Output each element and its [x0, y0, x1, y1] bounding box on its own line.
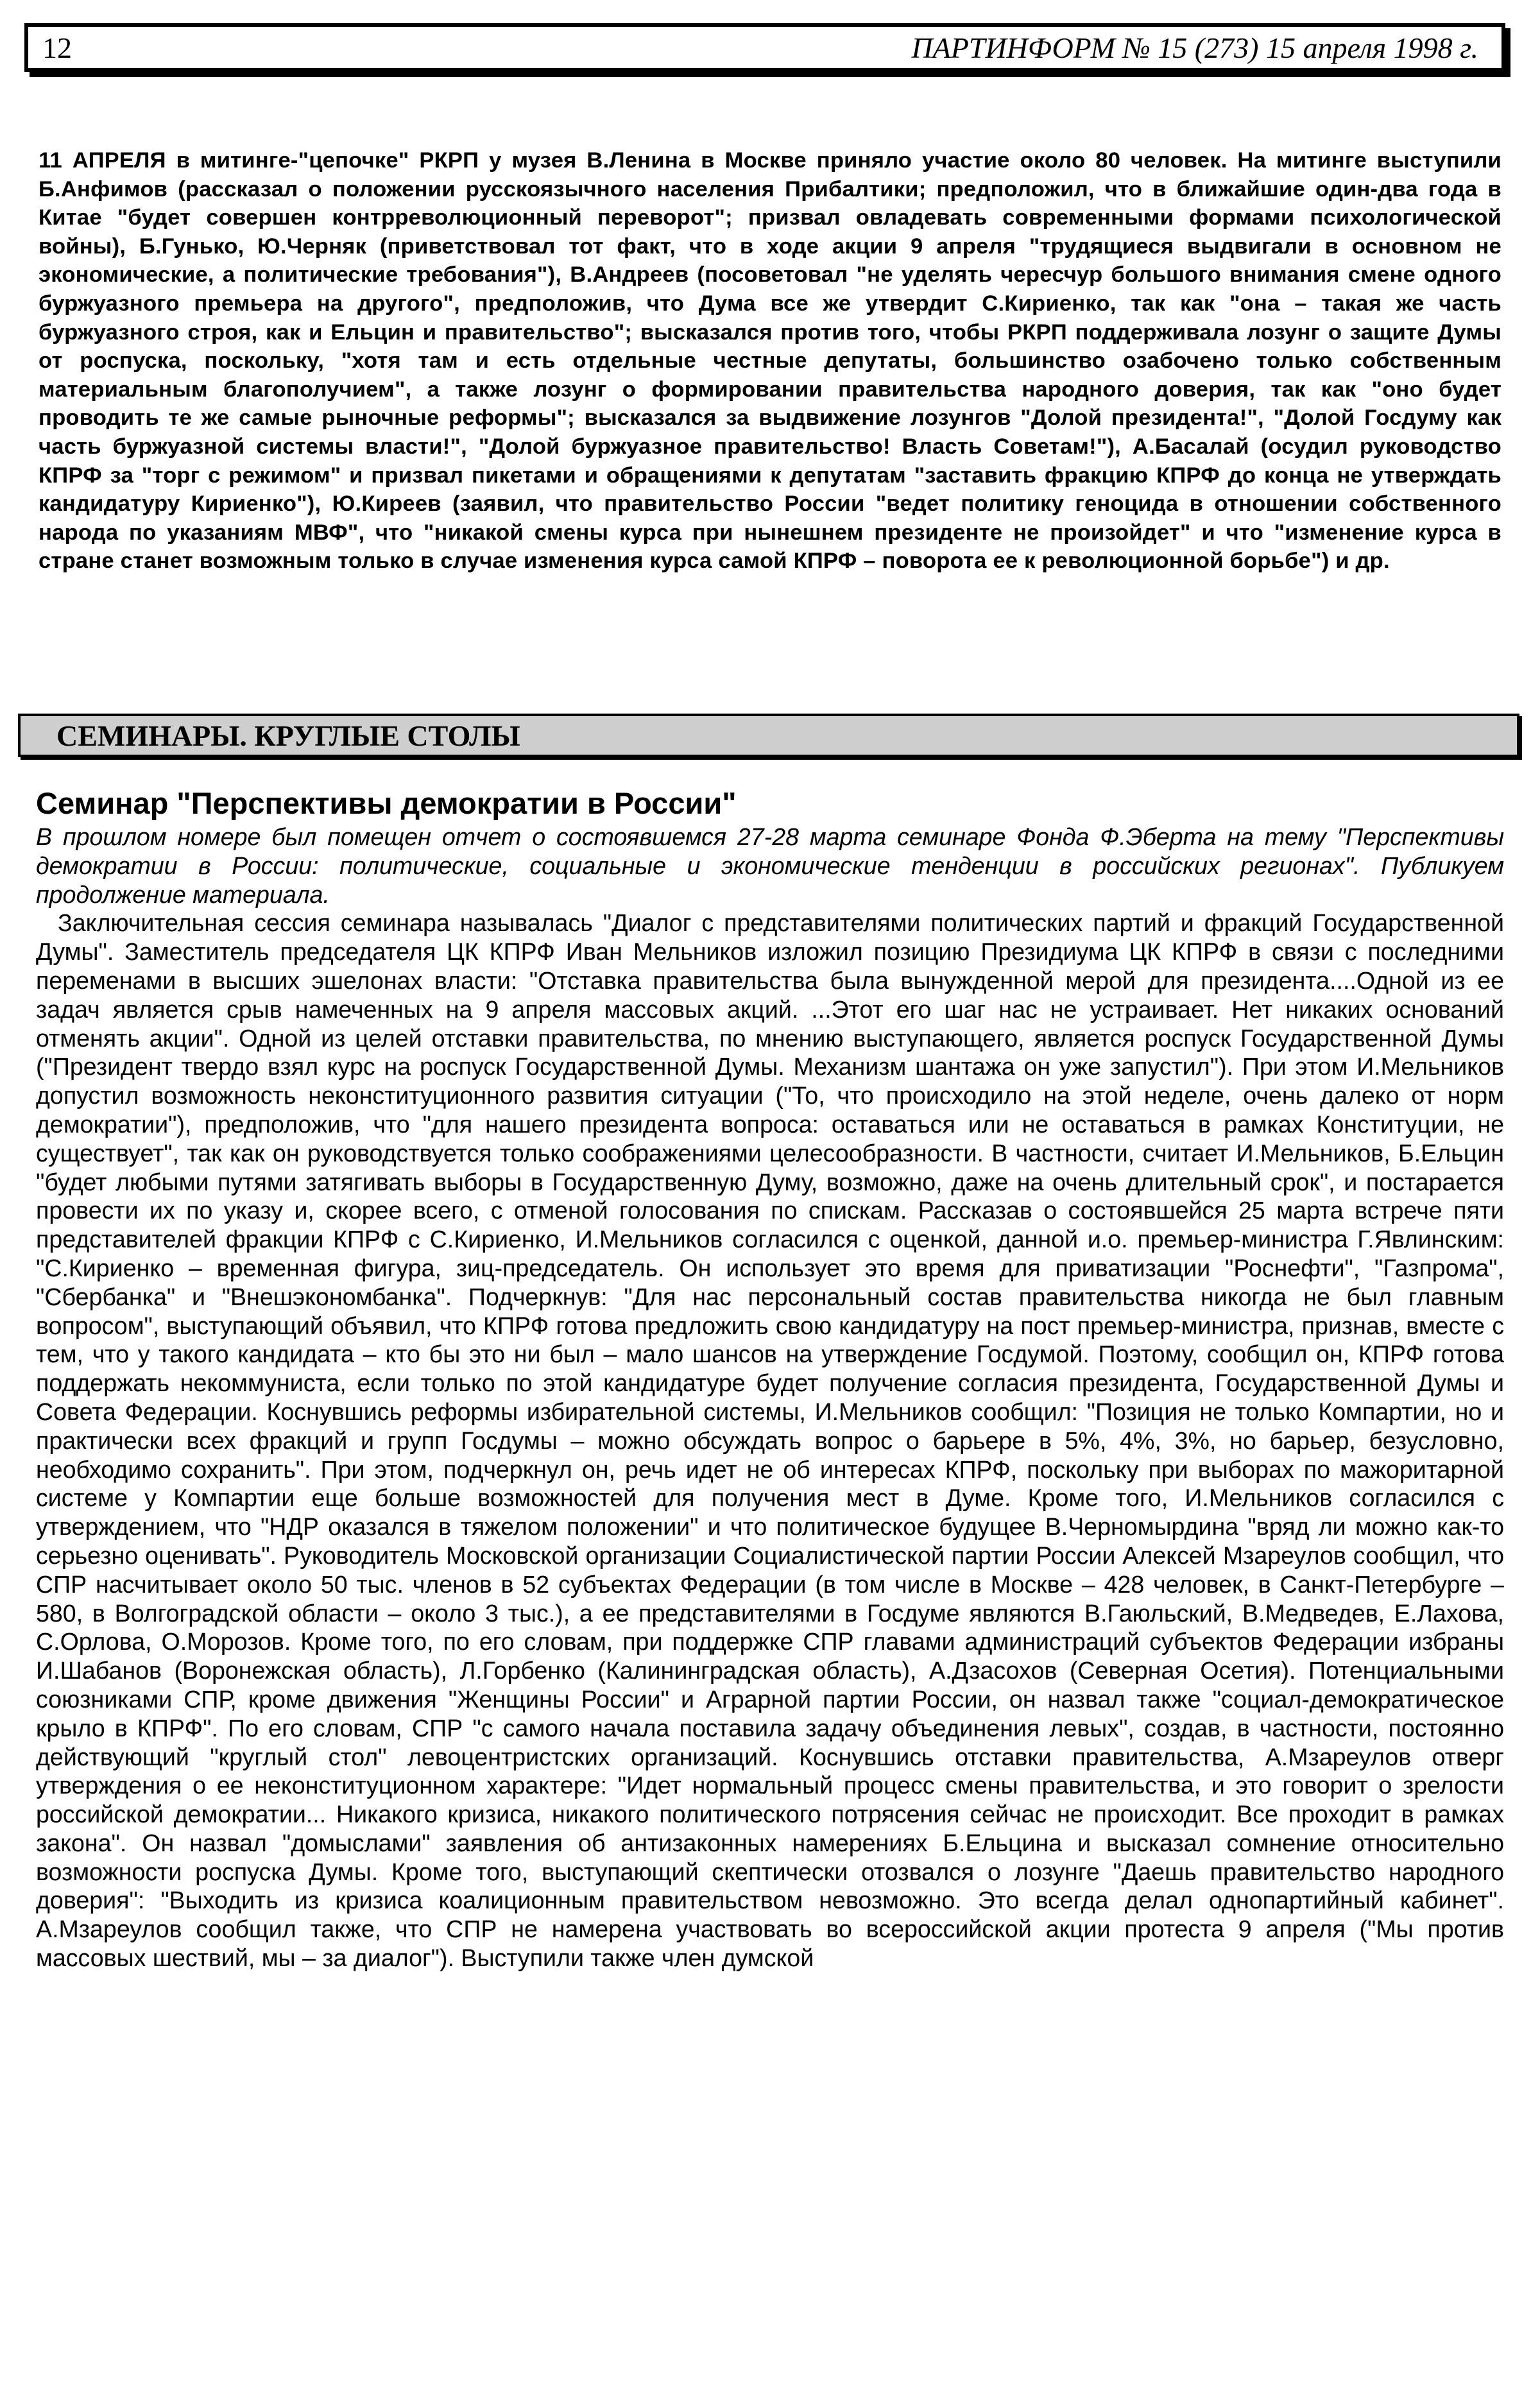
- news-item: [38, 146, 1502, 576]
- article-body: Заключительная сессия семинара называлась "Диалог с представителями политических партий и фракций Государственной Думы". Заместитель председателя ЦК КПРФ Иван Мельников изложил позицию Президиума ЦК КПРФ в связи с последними переменами в высших эшелонах власти: "Отставка правительства была вынужденной мерой для президента....Одной из ее задач является срыв намеченных на 9 апреля массовых акций. ...Этот его шаг нас не устраивает. Нет никаких оснований отменять акции". Одной из целей отставки правительства, по мнению выступающего, является роспуск Государственной Думы ("Президент твердо взял курс на роспуск Государственной Думы. Механизм шантажа он уже запустил"). При этом И.Мельников допустил возможность неконституционного развития ситуации ("То, что происходило на этой неделе, очень далеко от норм демократии"), предположив, что "для нашего президента вопроса: оставаться или не оставаться в рамках Конституции, не существует", так как он руководствуется только соображениями целесообразности. В частности, считает И.Мельников, Б.Ельцин "будет любыми путями затягивать выборы в Государственную Думу, возможно, даже на очень длительный срок", и постарается провести их по указу и, скорее всего, с отменой голосования по спискам. Рассказав о состоявшейся 25 марта встрече пяти представителей фракции КПРФ с С.Кириенко, И.Мельников согласился с оценкой, данной и.о. премьер-министра Г.Явлинским: "С.Кириенко – временная фигура, зиц-председатель. Он использует это время для приватизации "Роснефти", "Газпрома", "Сбербанка" и "Внешэкономбанка". Подчеркнув: "Для нас персональный состав правительства никогда не был главным вопросом", выступающий объявил, что КПРФ готова предложить свою кандидатуру на пост премьер-министра, признав, вместе с тем, что у такого кандидата – кто бы это ни был – мало шансов на утверждение Госдумой. Поэтому, сообщил он, КПРФ готова поддержать некоммуниста, если только по этой кандидатуре будет получение согласия президента, Государственной Думы и Совета Федерации. Коснувшись реформы избирательной системы, И.Мельников сообщил: "Позиция не только Компартии, но и практически всех фракций и групп Госдумы – можно обсуждать вопрос о барьере в 5%, 4%, 3%, но барьер, безусловно, необходимо сохранить". При этом, подчеркнул он, речь идет не об интересах КПРФ, поскольку при выборах по мажоритарной системе у Компартии еще больше возможностей для получения мест в Думе. Кроме того, И.Мельников согласился с утверждением, что "НДР оказался в тяжелом положении" и что политическое будущее В.Черномырдина "вряд ли можно как-то серьезно оценивать". Руководитель Московской организации Социалистической партии России Алексей Мзареулов сообщил, что СПР насчитывает около 50 тыс. членов в 52 субъектах Федерации (в том числе в Москве – 428 человек, в Санкт-Петербурге – 580, в Волгоградской области – около 3 тыс.), а ее представителями в Госдуме являются В.Гаюльский, В.Медведев, Е.Лахова, С.Орлова, О.Морозов. Кроме того, по его словам, при поддержке СПР главами администраций субъектов Федерации избраны И.Шабанов (Воронежская область), Л.Горбенко (Калининградская область), А.Дзасохов (Северная Осетия). Потенциальными союзниками СПР, кроме движения "Женщины России" и Аграрной партии России, он назвал также "социал-демократическое крыло в КПРФ". По его словам, СПР "с самого начала поставила задачу объединения левых", создав, в частности, постоянно действующий "круглый стол" левоцентристских организаций. Коснувшись отставки правительства, А.Мзареулов отверг утверждения о ее неконституционном характере: "Идет нормальный процесс смены правительства, и это говорит о зрелости российской демократии... Никакого кризиса, никакого политического потрясения сейчас не происходит. Все проходит в рамках закона". Он назвал "домыслами" заявления об антизаконных намерениях Б.Ельцина и высказал сомнение относительно возможности роспуска Думы. Кроме того, выступающий скептически отозвался о лозунге "Даешь правительство народного доверия": "Выходить из кризиса коалиционным правительством невозможно. Это всегда делал однопартийный кабинет". А.Мзареулов сообщил также, что СПР не намерена участвовать во всероссийской акции протеста 9 апреля ("Мы против массовых шествий, мы – за диалог"). Выступили также член думской: [36, 909, 1504, 1972]
- news-item-text: 11 АПРЕЛЯ в митинге-"цепочке" РКРП у музея В.Ленина в Москве приняло участие около 80 человек. На митинге выступили Б.Анфимов (рассказал о положении русскоязычного населения Прибалтики; предположил, что в ближайшие один-два года в Китае "будет совершен контрреволюционный переворот"; призвал овладевать современными формами психологической войны), Б.Гунько, Ю.Черняк (приветствовал тот факт, что в ходе акции 9 апреля "трудящиеся выдвигали в основном не экономические, а политические требования"), В.Андреев (посоветовал "не уделять чересчур большого внимания смене одного буржуазного премьера на другого", предположив, что Дума все же утвердит С.Кириенко, так как "она – такая же часть буржуазного строя, как и Ельцин и правительство"; высказался против того, чтобы РКРП поддерживала лозунг о защите Думы от роспуска, поскольку, "хотя там и есть отдельные честные депутаты, большинство озабочено только собственным материальным благополучием", а также лозунг о формировании правительства народного доверия, так как "оно будет проводить те же самые рыночные реформы"; высказался за выдвижение лозунгов "Долой президента!", "Долой Госдуму как часть буржуазной системы власти!", "Долой буржуазное правительство! Власть Советам!"), А.Басалай (осудил руководство КПРФ за "торг с режимом" и призвал пикетами и обращениями к депутатам "заставить фракцию КПРФ до конца не утверждать кандидатуру Кириенко"), Ю.Киреев (заявил, что правительство России "ведет политику геноцида в отношении собственного народа по указаниям МВФ", что "никакой смены курса при нынешнем президенте не произойдет" и что "изменение курса в стране станет возможным только в случае изменения курса самой КПРФ – поворота ее к революционной борьбе") и др.: [38, 148, 1502, 574]
- section-heading-bar: [18, 714, 1519, 757]
- article-title: Семинар "Перспективы демократии в России": [36, 786, 737, 820]
- section-title: СЕМИНАРЫ. КРУГЛЫЕ СТОЛЫ: [56, 719, 520, 752]
- page-number: 12: [42, 31, 72, 64]
- publication-title: ПАРТИНФОРМ № 15 (273) 15 апреля 1998 г.: [911, 31, 1478, 64]
- article-lede: В прошлом номере был помещен отчет о состоявшемся 27-28 марта семинаре Фонда Ф.Эберта на тему "Перспективы демократии в России: политические, социальные и экономические тенденции в российских регионах". Публикуем продолжение материала.: [36, 823, 1504, 908]
- running-header: [24, 23, 1505, 72]
- article: [36, 784, 1504, 1973]
